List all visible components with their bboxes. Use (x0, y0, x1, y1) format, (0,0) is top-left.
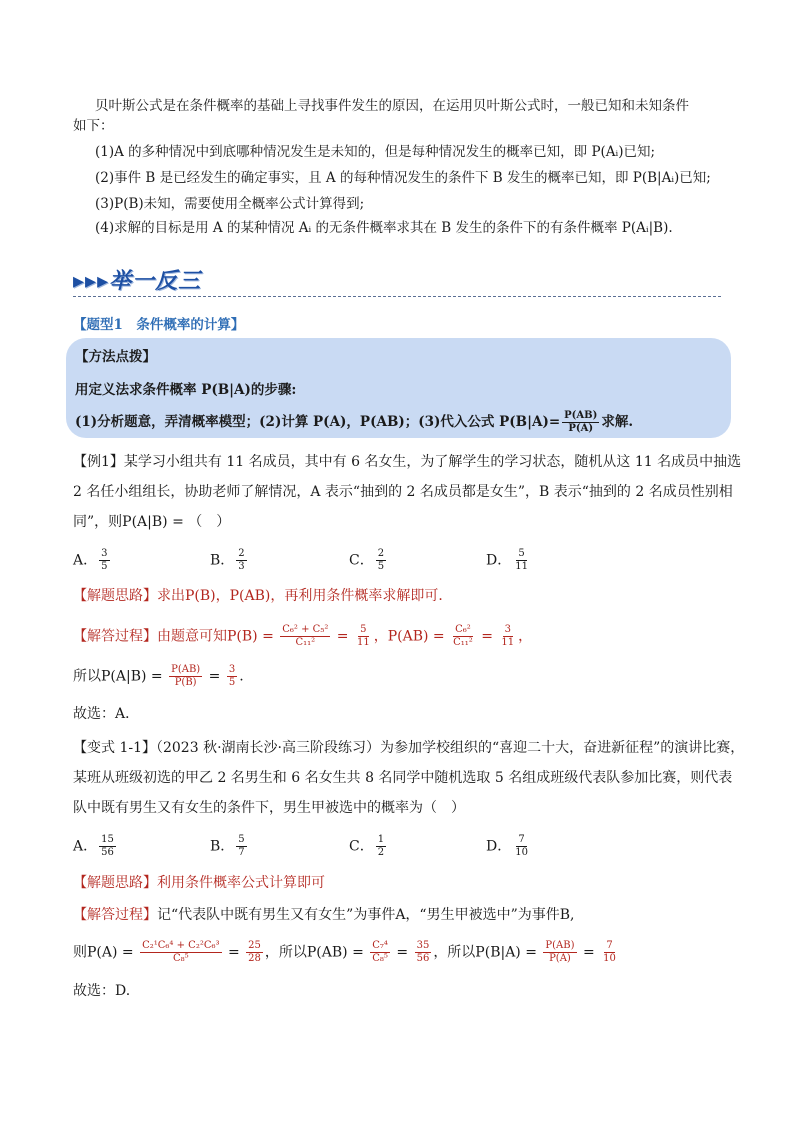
calc-fraction-6 (601, 940, 618, 965)
banner-title: ▸▸▸举一反三 (73, 269, 202, 294)
ex1-idea (73, 585, 452, 607)
fraction-denominator: 2 (377, 847, 385, 858)
ex1-conclusion (73, 664, 244, 689)
method-fraction (562, 410, 599, 435)
fraction-numerator: 3 (504, 624, 511, 635)
fraction-denominator: 10 (603, 953, 616, 964)
fraction-numerator: 5 (238, 834, 245, 845)
option-fraction (99, 548, 109, 573)
fraction-numerator: C₇⁴ (372, 940, 388, 951)
fraction-denominator: C₈⁵ (372, 953, 388, 964)
option-fraction (99, 834, 116, 859)
fraction-denominator: 11 (501, 637, 515, 648)
fraction-denominator: 11 (515, 561, 528, 572)
fraction-numerator: P(AB) (545, 940, 575, 951)
equals: = (391, 944, 413, 961)
option-label: B． (210, 552, 235, 569)
calc-fraction-1 (140, 940, 221, 965)
method-line-2 (75, 410, 633, 435)
equals: = (332, 628, 353, 645)
intro-item-1: (1)A 的多种情况中到底哪种情况发生是未知的，但是每种情况发生的概率已知，即 P(Aᵢ)已知; (95, 144, 656, 160)
process-text-3: ， (518, 628, 533, 645)
fraction-numerator: C₆² + C₅² (282, 624, 329, 635)
var1-idea (73, 872, 325, 894)
fraction-denominator: 28 (248, 953, 261, 964)
intro-paragraph: 贝叶斯公式是在条件概率的基础上寻找事件发生的原因，在运用贝叶斯公式时，一般已知和未知条件 (95, 98, 689, 114)
so-text: 所以P(A|B) = (73, 668, 168, 685)
process-fraction-1 (280, 624, 330, 649)
var1-computation (73, 940, 620, 965)
var1-question-line-3: 队中既有男生又有女生的条件下，男生甲被选中的概率为（ ） (73, 800, 465, 816)
fraction-denominator: P(A) (549, 953, 571, 964)
fraction-denominator: 11 (356, 637, 370, 648)
ex1-option-b (210, 548, 249, 573)
method-line-2-text: (1)分析题意，弄清概率模型；(2)计算 P(A)，P(AB)；(3)代入公式 P(B|A)= (75, 414, 561, 430)
fraction-numerator: 2 (377, 548, 385, 559)
fraction-denominator: 5 (377, 561, 385, 572)
method-heading: 【方法点拨】 (75, 349, 156, 365)
fraction-denominator: 3 (238, 561, 245, 572)
option-fraction (376, 548, 386, 573)
fraction-numerator: 7 (606, 940, 613, 951)
fraction-numerator: C₂¹C₆⁴ + C₂²C₆³ (142, 940, 220, 951)
ex1-question-line-2: 2 名任小组组长，协助老师了解情况，A 表示“抽到的 2 名成员都是女生”，B 表示“抽到的 2 名成员性别相 (73, 484, 733, 500)
fraction-denominator: 5 (101, 561, 108, 572)
method-line-1: 用定义法求条件概率 P(B|A)的步骤: (75, 382, 297, 398)
fraction-denominator: 10 (515, 847, 528, 858)
equals: = (476, 628, 498, 645)
option-label: D． (486, 552, 512, 569)
equals: = (204, 668, 225, 685)
then-text-3: ，所以P(B|A) = (433, 944, 542, 961)
option-fraction (236, 834, 246, 859)
process-fraction-3 (451, 624, 475, 649)
idea-text: 求出P(B)，P(AB)，再利用条件概率求解即可． (157, 588, 453, 604)
fraction-numerator: C₆² (455, 624, 471, 635)
fraction-numerator: 1 (377, 834, 385, 845)
calc-fraction-4 (415, 940, 432, 965)
calc-fraction-2 (246, 940, 263, 965)
intro-paragraph-cont: 如下： (73, 118, 114, 134)
intro-item-4: (4)求解的目标是用 A 的某种情况 Aᵢ 的无条件概率求其在 B 发生的条件下的有条件概率 P(Aᵢ|B). (95, 220, 673, 236)
fraction-denominator: 56 (416, 953, 430, 964)
process-text-2: ，P(AB) = (373, 628, 450, 645)
fraction-denominator: C₈⁵ (172, 953, 189, 964)
var1-option-d (486, 834, 532, 859)
then-text-2: ，所以P(AB) = (264, 944, 369, 961)
var1-option-c (349, 834, 388, 859)
then-text: 则P(A) = (73, 944, 139, 961)
divider (73, 296, 721, 297)
idea-tag: 【解题思路】 (73, 875, 157, 891)
ex1-option-a (73, 548, 112, 573)
var1-option-a (73, 834, 118, 859)
intro-item-2: (2)事件 B 是已经发生的确定事实，且 A 的每种情况发生的条件下 B 发生的概率已知，即 P(B|Aᵢ)已知; (95, 170, 711, 186)
option-label: A． (73, 838, 98, 855)
fraction-numerator: 5 (360, 624, 367, 635)
process-tag: 【解答过程】 (73, 628, 157, 645)
var1-question-line-2: 某班从班级初选的甲乙 2 名男生和 6 名女生共 8 名同学中随机选取 5 名组成班级代表队参加比赛，则代表 (73, 770, 733, 786)
var1-answer: 故选：D. (73, 983, 131, 999)
fraction-numerator: 2 (238, 548, 245, 559)
ex1-question-line-3: 同”，则P(A|B) = （ ） (73, 514, 231, 530)
process-fraction-4 (499, 624, 516, 649)
fraction-numerator: P(AB) (564, 410, 598, 421)
fraction-denominator: 7 (238, 847, 245, 858)
process-fraction-2 (355, 624, 372, 649)
so-fraction-1 (169, 664, 202, 689)
option-label: A． (73, 552, 98, 569)
var1-option-b (210, 834, 249, 859)
calc-fraction-3 (370, 940, 390, 965)
idea-tag: 【解题思路】 (73, 588, 157, 604)
option-fraction (376, 834, 386, 859)
option-label: B． (210, 838, 235, 855)
so-end: . (239, 668, 244, 685)
fraction-numerator: 35 (416, 940, 430, 951)
calc-fraction-5 (543, 940, 576, 965)
method-line-2-end: 求解. (601, 414, 634, 430)
fraction-denominator: 56 (101, 847, 114, 858)
equals: = (578, 944, 600, 961)
fraction-denominator: C₁₁² (295, 637, 316, 648)
idea-text: 利用条件概率公式计算即可 (157, 875, 325, 891)
section-title: 【题型1 条件概率的计算】 (73, 317, 245, 333)
ex1-question-line-1: 【例1】某学习小组共有 11 名成员，其中有 6 名女生，为了解学生的学习状态，随机从这 11 名成员中抽选 (73, 454, 742, 470)
fraction-denominator: P(B) (174, 677, 197, 688)
var1-process (73, 904, 574, 926)
fraction-numerator: 3 (228, 664, 236, 675)
ex1-option-d (486, 548, 532, 573)
fraction-denominator: P(A) (568, 423, 594, 434)
option-label: D． (486, 838, 512, 855)
fraction-numerator: 3 (101, 548, 108, 559)
process-text: 由题意可知P(B) = (157, 628, 279, 645)
ex1-option-c (349, 548, 388, 573)
var1-question-line-1: 【变式 1-1】（2023 秋·湖南长沙·高三阶段练习）为参加学校组织的“喜迎二十大，奋进新征程”的演讲比赛， (73, 740, 745, 756)
ex1-process (73, 624, 532, 649)
fraction-numerator: 15 (101, 834, 114, 845)
so-fraction-2 (227, 664, 237, 689)
process-tag: 【解答过程】 (73, 907, 157, 923)
process-text: 记“代表队中既有男生又有女生”为事件A，“男生甲被选中”为事件B, (157, 907, 575, 923)
option-fraction (236, 548, 246, 573)
option-label: C． (349, 838, 374, 855)
option-fraction (513, 834, 530, 859)
fraction-numerator: 5 (518, 548, 525, 559)
fraction-numerator: 7 (518, 834, 525, 845)
option-label: C． (349, 552, 374, 569)
fraction-denominator: 5 (228, 677, 236, 688)
fraction-numerator: P(AB) (171, 664, 201, 675)
intro-item-3: (3)P(B)未知，需要使用全概率公式计算得到; (95, 196, 365, 212)
ex1-answer: 故选：A． (73, 706, 140, 722)
fraction-denominator: C₁₁² (453, 637, 473, 648)
option-fraction (513, 548, 530, 573)
equals: = (223, 944, 245, 961)
fraction-numerator: 25 (248, 940, 261, 951)
